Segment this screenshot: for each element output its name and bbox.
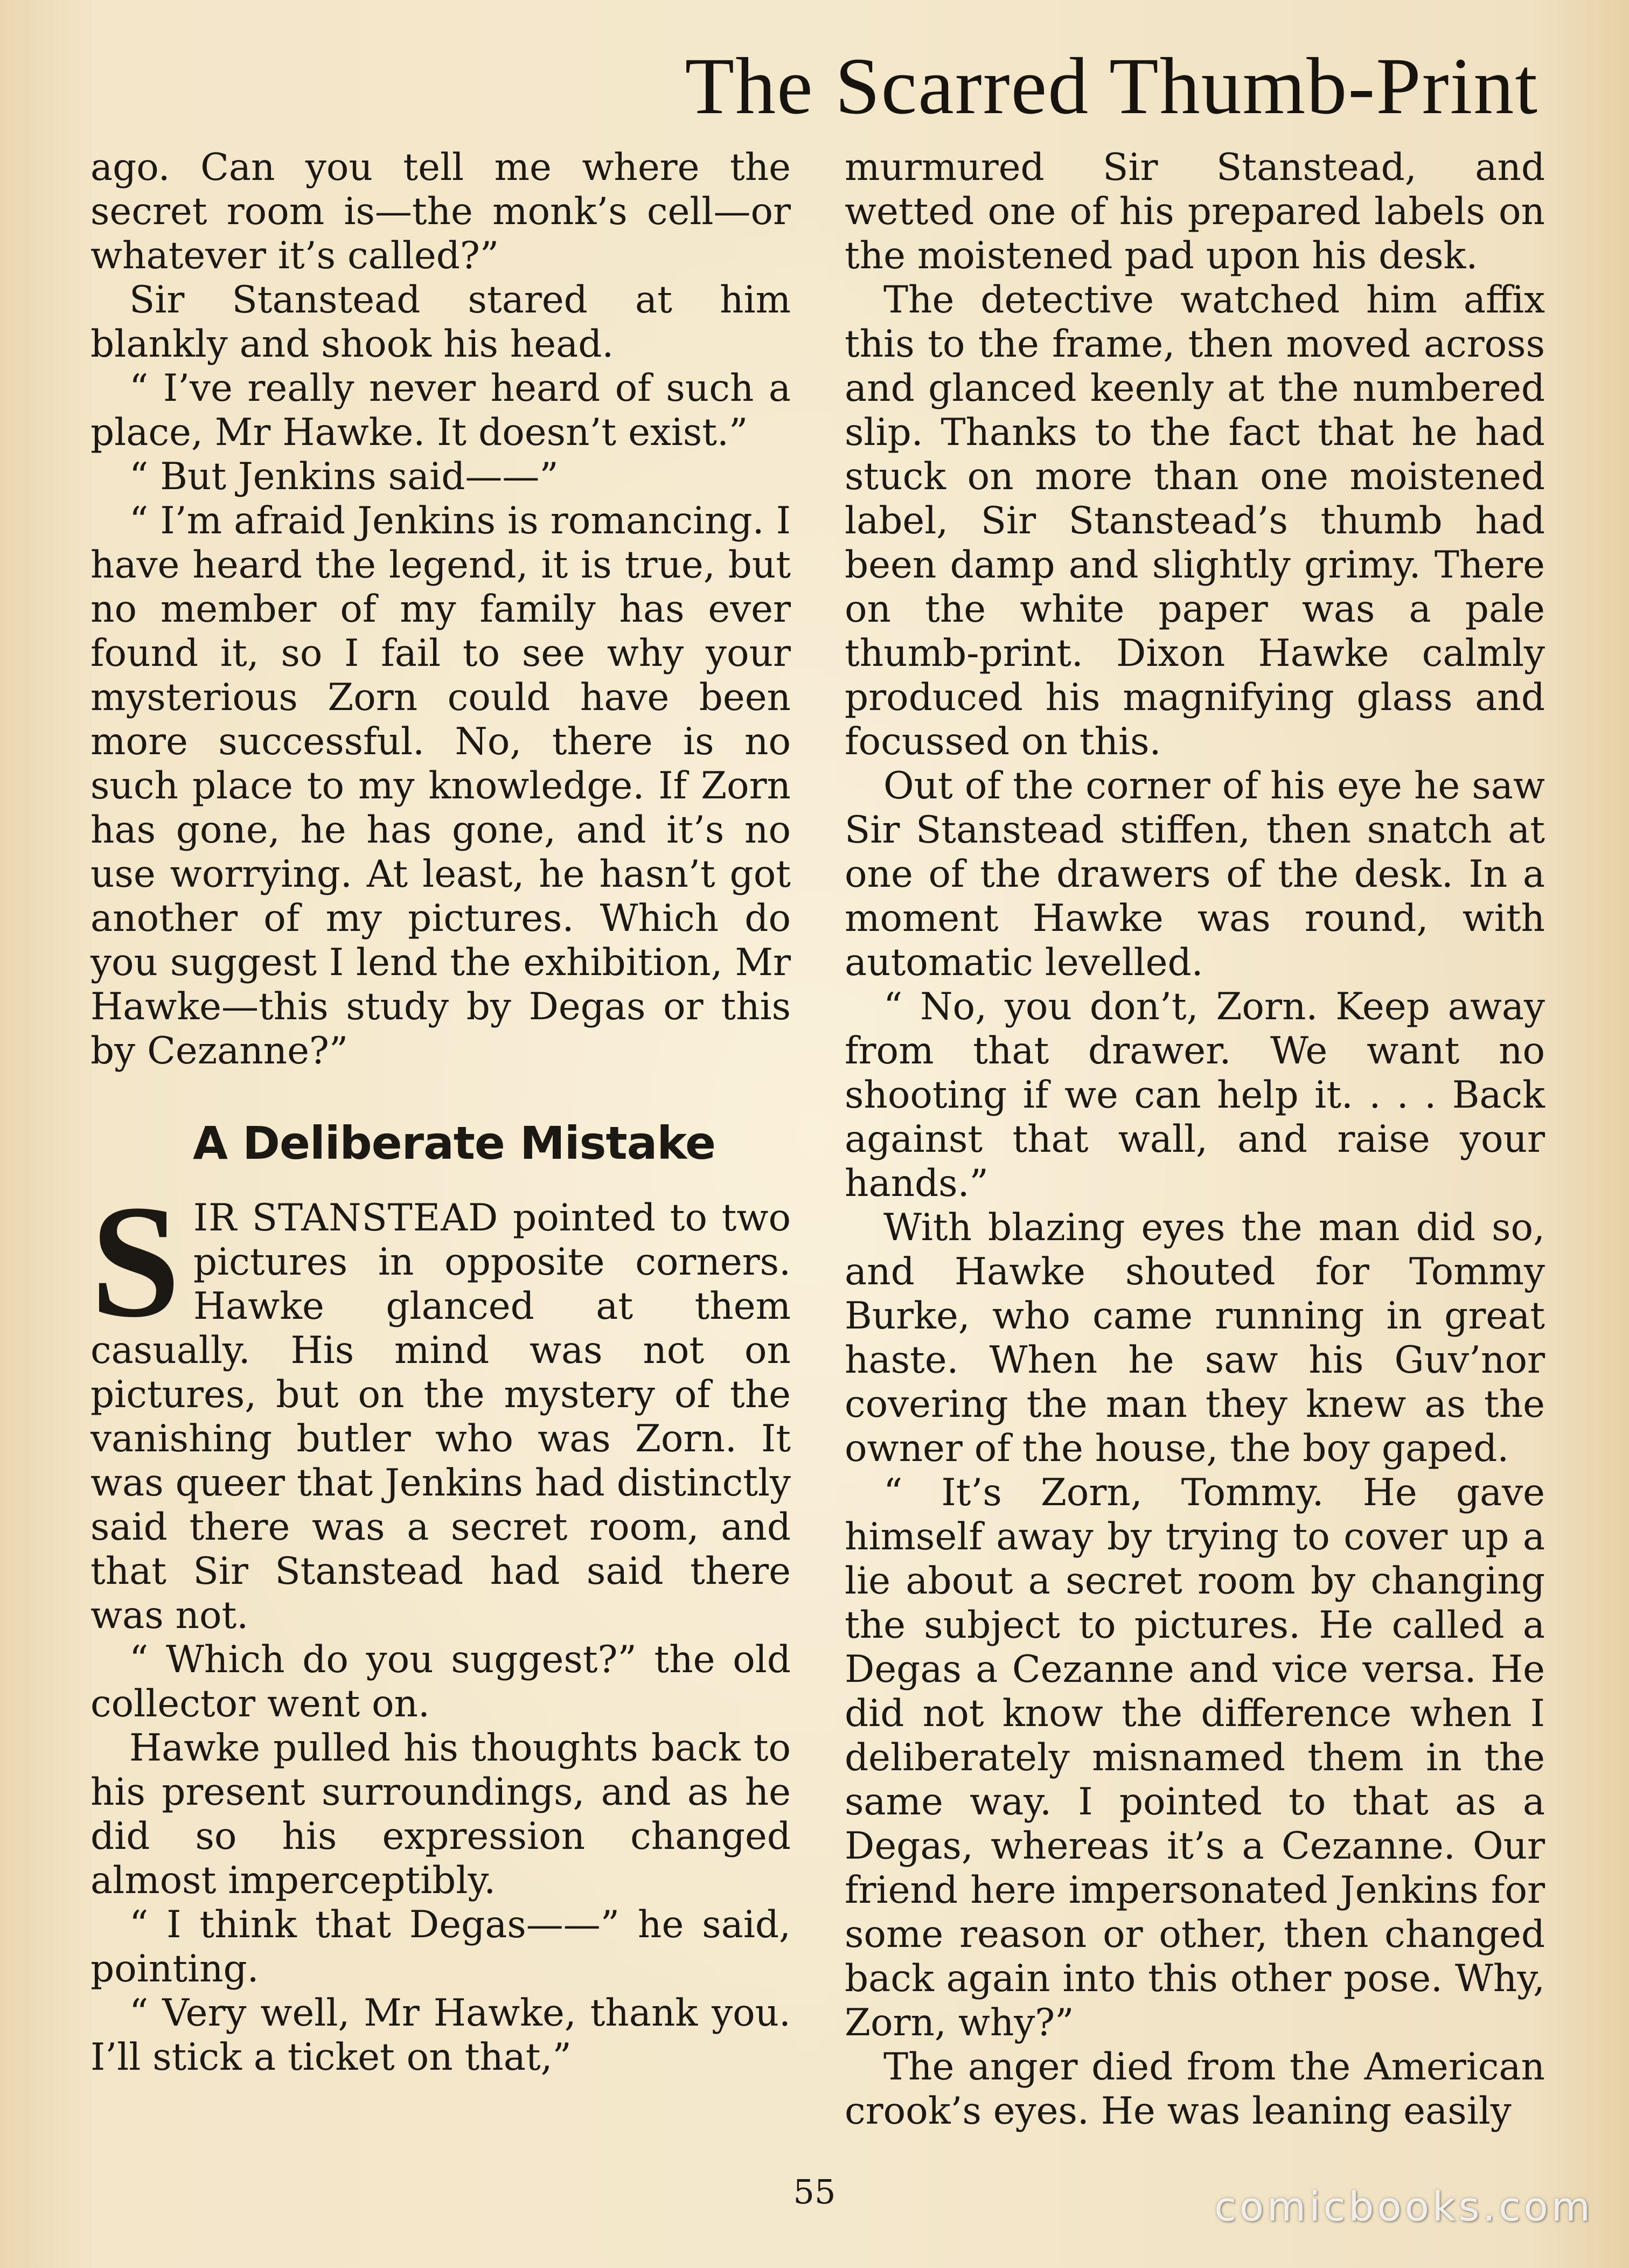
paragraph: “ No, you don’t, Zorn. Keep away from that drawer. We want no shooting if we can help it. . . . Back against that wall, and raise your hands.” xyxy=(845,985,1545,1205)
paragraph: “ Very well, Mr Hawke, thank you. I’ll stick a ticket on that,” xyxy=(90,1992,791,2079)
paragraph: Sir Stanstead stared at him blankly and shook his head. xyxy=(90,279,791,366)
right-column xyxy=(845,145,1545,2133)
dropcap-rest: pointed to two pictures in opposite corners. Hawke glanced at them casually. His mind was not on pictures, but on the mystery of the vanishing butler who was Zorn. It was queer that Jenkins had distinctly said there was a secret room, and that Sir Stanstead had said there was not. xyxy=(90,1196,791,1637)
dropcap-paragraph xyxy=(90,1172,791,1638)
paragraph: “ It’s Zorn, Tommy. He gave himself away by trying to cover up a lie about a secret room by changing the subject to pictures. He called a Degas a Cezanne and vice versa. He did not know the difference when I deliberately misnamed them in the same way. I pointed to that as a Degas, whereas it’s a Cezanne. Our friend here impersonated Jenkins for some reason or other, then changed back again into this other pose. Why, Zorn, why?” xyxy=(845,1471,1545,2044)
section-heading: A Deliberate Mistake xyxy=(193,1117,715,1170)
paragraph: With blazing eyes the man did so, and Hawke shouted for Tommy Burke, who came running in great haste. When he saw his Guv’nor covering the man they knew as the owner of the house, the boy gaped. xyxy=(845,1206,1545,1470)
paragraph: “ I’m afraid Jenkins is romancing. I have heard the legend, it is true, but no member of my family has ever found it, so I fail to see why your mysterious Zorn could have been more successful. No, there is no such place to my knowledge. If Zorn has gone, he has gone, and it’s no use worrying. At least, he hasn’t got another of my pictures. Which do you suggest I lend the exhibition, Mr Hawke—this study by Degas or this by Cezanne?” xyxy=(90,499,791,1073)
paragraph: The detective watched him affix this to the frame, then moved across and glanced keenly at the numbered slip. Thanks to the fact that he had stuck on more than one moistened label, Sir Stanstead’s thumb had been damp and slightly grimy. There on the white paper was a pale thumb-print. Dixon Hawke calmly produced his magnifying glass and focussed on this. xyxy=(845,279,1545,763)
page-number: 55 xyxy=(793,2172,836,2211)
paragraph: Hawke pulled his thoughts back to his present surroundings, and as he did so his expression changed almost imperceptibly. xyxy=(90,1727,791,1902)
paragraph: “ Which do you suggest?” the old collector went on. xyxy=(90,1638,791,1726)
paragraph: Out of the corner of his eye he saw Sir Stanstead stiffen, then snatch at one of the drawers of the desk. In a moment Hawke was round, with automatic levelled. xyxy=(845,764,1545,984)
running-title: The Scarred Thumb-Print xyxy=(685,41,1538,131)
watermark: comicbooks.com xyxy=(1214,2184,1593,2230)
paragraph: ago. Can you tell me where the secret room is—the monk’s cell—or whatever it’s called?” xyxy=(90,146,791,277)
dropcap-smallcaps: IR STANSTEAD xyxy=(193,1196,499,1240)
paragraph: murmured Sir Stanstead, and wetted one of his prepared labels on the moistened pad upon his desk. xyxy=(845,146,1545,277)
paragraph: “ I think that Degas——” he said, pointing. xyxy=(90,1903,791,1991)
paragraph: The anger died from the American crook’s eyes. He was leaning easily xyxy=(845,2046,1545,2133)
drop-cap: S xyxy=(90,1172,180,1351)
paragraph: “ I’ve really never heard of such a place, Mr Hawke. It doesn’t exist.” xyxy=(90,367,791,454)
left-column xyxy=(90,145,791,2079)
paragraph: “ But Jenkins said——” xyxy=(129,455,559,498)
